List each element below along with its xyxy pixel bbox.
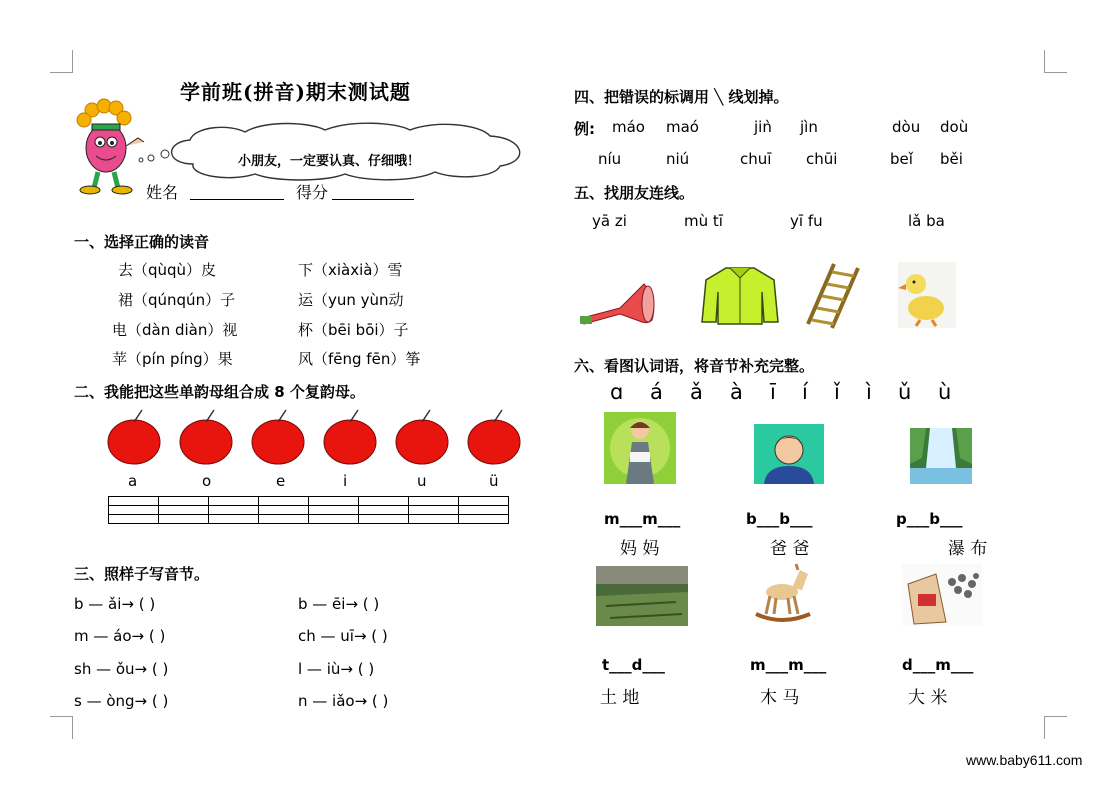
fill-hanzi: 瀑 布	[948, 539, 988, 559]
crop-mark	[1044, 50, 1067, 73]
fill-hanzi: 爸 爸	[770, 539, 810, 559]
syllable-item: ch — uī→ ( )	[298, 627, 388, 645]
page-title: 学前班(拼音)期末测试题	[180, 80, 411, 104]
waterfall-picture	[910, 428, 972, 484]
vowel-letter: i	[343, 472, 348, 490]
duckling-picture	[898, 262, 956, 328]
match-word: yī fu	[790, 212, 823, 230]
choice-item: 风（fēng fēn）筝	[298, 350, 421, 368]
tone-option: jiǹ	[754, 118, 772, 136]
section-4-heading: 四、把错误的标调用 ╲ 线划掉。	[574, 88, 789, 106]
syllable-item: b — ǎi→ ( )	[74, 595, 156, 613]
section-6-heading: 六、看图认词语，将音节补充完整。	[574, 357, 815, 375]
father-picture	[754, 424, 824, 484]
jacket-picture	[700, 264, 780, 326]
tone-mark: ì	[866, 380, 872, 404]
match-word: yā zi	[592, 212, 627, 230]
match-word: lǎ ba	[908, 212, 945, 230]
tone-mark: ǐ	[834, 380, 840, 404]
tone-mark: ɑ	[610, 380, 624, 404]
tone-list	[610, 380, 968, 404]
land-picture	[596, 566, 688, 626]
tone-mark: ǎ	[690, 380, 703, 404]
vowel-letter: a	[128, 472, 138, 490]
cloud-text: 小朋友，一定要认真、仔细哦！	[238, 154, 421, 169]
crop-mark	[50, 716, 73, 739]
example-label: 例:	[574, 120, 595, 138]
apple-picture	[468, 410, 520, 464]
syllable-item: b — ēi→ ( )	[298, 595, 380, 613]
tone-option: niú	[666, 150, 690, 168]
tone-mark: ù	[938, 380, 952, 404]
fill-pinyin[interactable]: b___b___	[746, 510, 813, 528]
fill-hanzi: 大 米	[908, 688, 948, 708]
fill-pinyin[interactable]: m___m___	[604, 510, 681, 528]
tone-option: jìn	[800, 118, 818, 136]
choice-item: 杯（bēi bōi）子	[298, 321, 409, 339]
syllable-item: sh — ǒu→ ( )	[74, 660, 169, 678]
choice-item: 电（dàn diàn）视	[112, 321, 238, 339]
syllable-item: l — iù→ ( )	[298, 660, 375, 678]
fill-pinyin[interactable]: m___m___	[750, 656, 827, 674]
choice-item: 运（yun yùn动	[298, 291, 404, 309]
apple-picture	[324, 410, 376, 464]
choice-item: 苹（pín píng）果	[112, 350, 233, 368]
name-label: 姓名	[146, 183, 179, 202]
footer-url[interactable]: www.baby611.com	[966, 752, 1083, 768]
score-label: 得分	[296, 183, 329, 202]
vowel-letter: ü	[489, 472, 499, 490]
tone-mark: á	[650, 380, 663, 404]
vowel-letter: u	[417, 472, 427, 490]
fill-pinyin[interactable]: t___d___	[602, 656, 665, 674]
tone-mark: í	[802, 380, 808, 404]
crop-mark	[50, 50, 73, 73]
rocking-horse-picture	[752, 562, 814, 626]
rice-picture	[902, 564, 982, 626]
section-1-heading: 一、选择正确的读音	[74, 233, 210, 251]
tone-option: máo	[612, 118, 645, 136]
tone-option: běi	[940, 150, 963, 168]
vowel-letter: e	[276, 472, 286, 490]
tone-mark: ī	[770, 380, 776, 404]
tone-option: níu	[598, 150, 622, 168]
apple-picture	[108, 410, 160, 464]
match-word: mù tī	[684, 212, 723, 230]
tone-option: chuī	[740, 150, 772, 168]
ladder-picture	[806, 262, 862, 330]
choice-item: 裙（qúnqún）子	[118, 291, 236, 309]
choice-item: 下（xiàxià）雪	[298, 261, 403, 279]
tone-option: chūi	[806, 150, 838, 168]
apple-picture	[180, 410, 232, 464]
tone-option: maó	[666, 118, 699, 136]
choice-item: 去（qùqù）皮	[118, 261, 217, 279]
section-2-heading: 二、我能把这些单韵母组合成 8 个复韵母。	[74, 383, 365, 401]
fill-hanzi: 土 地	[600, 688, 640, 708]
fill-pinyin[interactable]: p___b___	[896, 510, 963, 528]
section-3-heading: 三、照样子写音节。	[74, 565, 210, 583]
syllable-item: s — òng→ ( )	[74, 692, 169, 710]
score-field[interactable]	[332, 182, 414, 200]
tone-option: doù	[940, 118, 969, 136]
name-field[interactable]	[190, 182, 284, 200]
tone-option: dòu	[892, 118, 921, 136]
answer-grid[interactable]	[108, 496, 509, 524]
mother-picture	[604, 412, 676, 484]
apple-picture	[396, 410, 448, 464]
fill-hanzi: 木 马	[760, 688, 800, 708]
section-5-heading: 五、找朋友连线。	[574, 184, 695, 202]
crop-mark	[1044, 716, 1067, 739]
apples-row	[100, 408, 530, 468]
fill-hanzi: 妈 妈	[620, 539, 660, 559]
vowel-letter: o	[202, 472, 212, 490]
trumpet-picture	[578, 278, 660, 328]
syllable-item: n — iǎo→ ( )	[298, 692, 389, 710]
tone-mark: ǔ	[898, 380, 912, 404]
tone-mark: à	[730, 380, 743, 404]
apple-picture	[252, 410, 304, 464]
tone-option: beǐ	[890, 150, 913, 168]
syllable-item: m — áo→ ( )	[74, 627, 166, 645]
fill-pinyin[interactable]: d___m___	[902, 656, 974, 674]
